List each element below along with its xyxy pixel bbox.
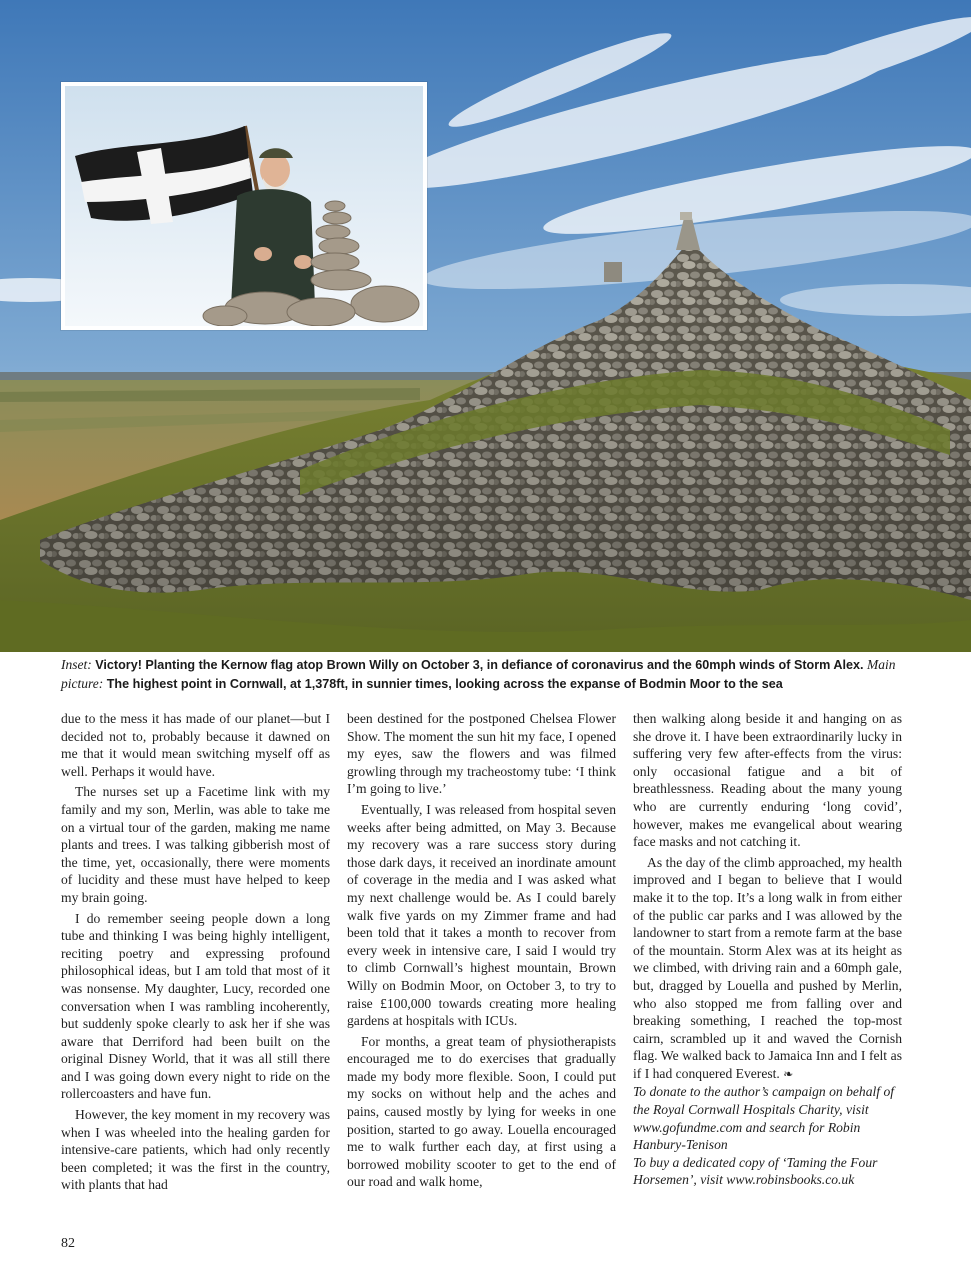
inset-caption-lead: Inset: <box>61 657 92 672</box>
paragraph: due to the mess it has made of our planet—but I decided not to, probably because it dawned on me that it would mean switching myself off as well. Perhaps it would have. <box>61 711 330 779</box>
paragraph: been destined for the postponed Chelsea Flower Show. The moment the sun hit my face, I opened my eyes, saw the flowers and was filmed growling through my tracheostomy tube: ‘I think I’m going to live.’ <box>347 711 616 797</box>
text-column-2 <box>347 710 616 1191</box>
paragraph: For months, a great team of physiotherapists encouraged me to do exercises that gradually made my body more flexible. Soon, I could put my socks on without help and the aches and pains, caused mostly by lying for weeks in one position, started to go away. Louella encouraged me to walk further each day, at first using a borrowed mobility scooter to get to the end of our road and walk home, <box>347 1033 616 1190</box>
paragraph: Eventually, I was released from hospital seven weeks after being admitted, on May 3. Because my recovery was a rare success story during those dark days, it received an inordinate amount of coverage in the media and I was asked what my next challenge would be. As I could barely walk five yards on my Zimmer frame and had been told that it takes a month to recover from every week in intensive care, I said I would try to climb Cornwall’s highest mountain, Brown Willy on Bodmin Moor, on October 3, to try to raise £100,000 towards creating more healing gardens at hospitals with ICUs. <box>347 801 616 1029</box>
inset-caption-text: Victory! Planting the Kernow flag atop Brown Willy on October 3, in defiance of coronavirus and the 60mph winds of Storm Alex. <box>95 658 864 672</box>
main-caption-text: The highest point in Cornwall, at 1,378ft, in sunnier times, looking across the expanse of Bodmin Moor to the sea <box>106 676 783 691</box>
main-caption-lead: Main picture: <box>61 657 896 691</box>
flag-planting-scene <box>65 86 423 326</box>
paragraph: However, the key moment in my recovery was when I was wheeled into the healing garden for intensive-care patients, which had only recently been completed; it was the first in the country, with plants that had <box>61 1107 330 1193</box>
purchase-note: To buy a dedicated copy of ‘Taming the Four Horsemen’, visit www.robinsbooks.co.uk <box>633 1154 878 1188</box>
photo-caption <box>61 656 911 693</box>
paragraph: then walking along beside it and hanging on as she drove it. I have been extraordinarily lucky in suffering very few after-effects from the virus: only occasional fatigue and a bit of breathlessness. Reading about the many young who are currently enduring ‘long covid’, however, makes me evangelical about wearing face masks and not catching it. <box>633 711 902 850</box>
paragraph-text: As the day of the climb approached, my health improved and I began to believe that I would make it to the top. It’s a long walk in from either of the public car parks and I was allowed by the landowner to start from a remote farm at the base of the mountain. Storm Alex was at its height as we climbed, with driving rain and a 60mph gale, but, dragged by Louella and pushed by Merlin, who also stopped me from falling over and breaking something, I reached the top-most cairn, scrambled up it and waved the Cornish flag. We walked back to Jamaica Inn and I felt as if I had conquered Everest. <box>633 854 902 1081</box>
paragraph: I do remember seeing people down a long tube and thinking I was being highly intelligent, reciting poetry and expressing profound philosophical ideas, but I am told that most of it was nonsense. My daughter, Lucy, recorded one conversation when I was rambling incoherently, but suddenly spoke clearly to ask her if she was aware that Derriford had been built on the original Disney World, that it was all still there and I was going down every night to ride on the rollercoasters and have fun. <box>61 910 330 1102</box>
page-number: 82 <box>61 1236 75 1251</box>
donation-note: To donate to the author’s campaign on behalf of the Royal Cornwall Hospitals Charity, visit www.gofundme.com and search for Robin Hanbury-Tenison <box>633 1084 895 1153</box>
text-column-3 <box>633 710 902 1189</box>
end-mark-icon: ❧ <box>783 1066 794 1081</box>
inset-photo <box>61 82 427 330</box>
paragraph: The nurses set up a Facetime link with my family and my son, Merlin, was able to take me on a virtual tour of the garden, making me name plants and trees. I was talking gibberish most of the time, yet, occasionally, there were moments of lucidity and these must have helped to keep my brain going. <box>61 784 330 905</box>
paragraph <box>633 854 902 1084</box>
text-column-1 <box>61 710 330 1194</box>
